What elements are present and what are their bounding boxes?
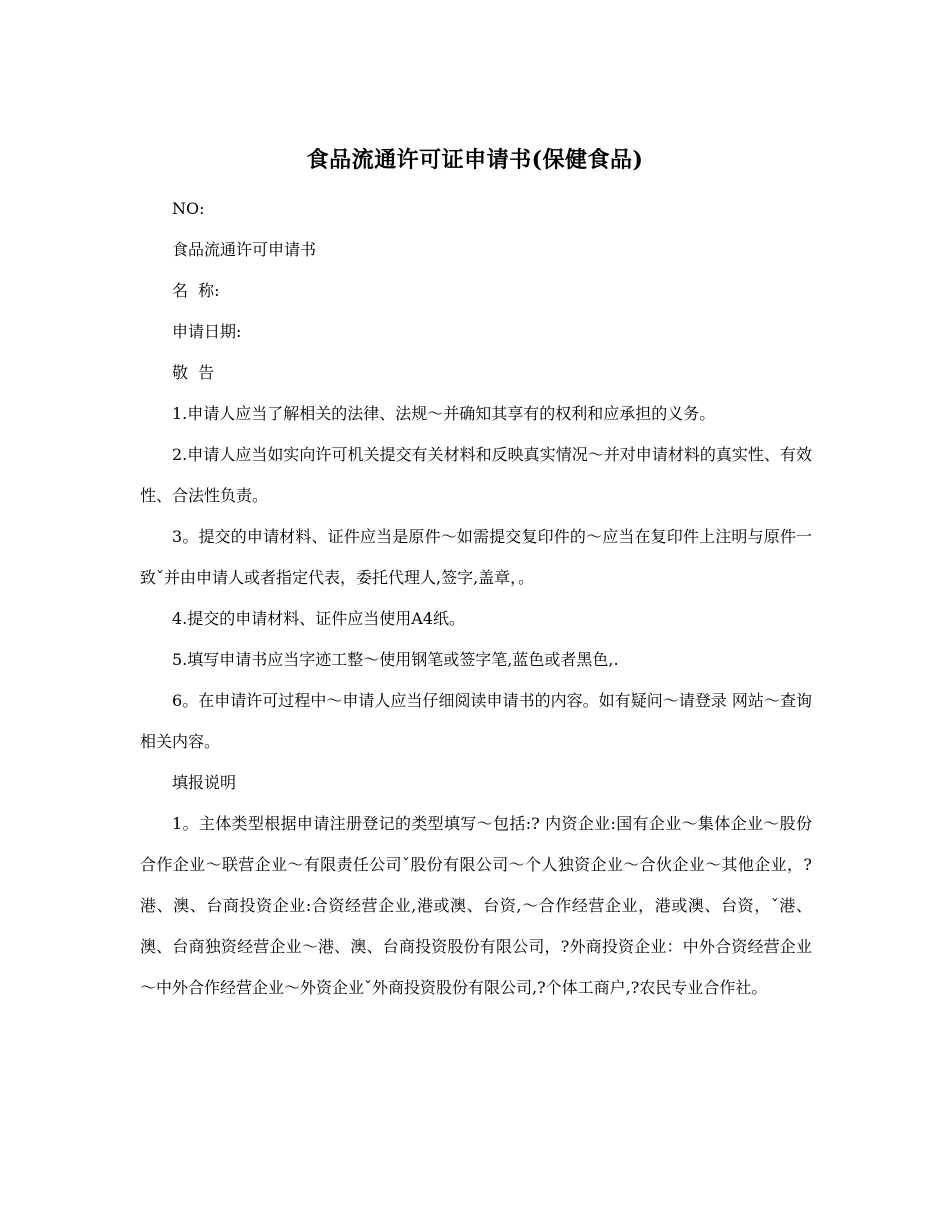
number-line: NO:	[172, 199, 205, 218]
filling-instructions-heading: 填报说明	[172, 773, 237, 792]
notice-heading: 敬 告	[172, 363, 215, 382]
document-title: 食品流通许可证申请书(保健食品)	[306, 147, 644, 173]
instruction-item-1: 1。主体类型根据申请注册登记的类型填写～包括:? 内资企业:国有企业～集体企业～股份合作企业～联营企业～有限责任公司ˇ股份有限公司～个人独资企业～合伙企业～其他企业，?港、澳、台商投资企业:合资经营企业,港或澳、台资,～合作经营企业，港或澳、台资，ˇ港、澳、台商独资经营企业～港、澳、台商投资股份有限公司，?外商投资企业：中外合资经营企业～中外合作经营企业～外资企业ˇ外商投资股份有限公司,?个体工商户,?农民专业合作社。	[140, 814, 812, 997]
notice-item-4: 4.提交的申请材料、证件应当使用A4纸。	[172, 609, 466, 628]
document-body	[140, 188, 812, 1008]
notice-item-1: 1.申请人应当了解相关的法律、法规～并确知其享有的权利和应承担的义务。	[172, 404, 716, 423]
name-line: 名 称:	[172, 281, 220, 300]
application-heading: 食品流通许可申请书	[172, 240, 317, 259]
notice-item-5: 5.填写申请书应当字迹工整～使用钢笔或签字笔,蓝色或者黑色,.	[172, 650, 619, 669]
notice-item-2: 2.申请人应当如实向许可机关提交有关材料和反映真实情况～并对申请材料的真实性、有效性、合法性负责。	[140, 445, 812, 505]
notice-item-3: 3。提交的申请材料、证件应当是原件～如需提交复印件的～应当在复印件上注明与原件一致ˇ并由申请人或者指定代表，委托代理人,签字,盖章，。	[140, 527, 812, 587]
notice-item-6: 6。在申请许可过程中～申请人应当仔细阅读申请书的内容。如有疑问～请登录 网站～查询相关内容。	[140, 691, 812, 751]
application-date-line: 申请日期:	[172, 322, 242, 341]
